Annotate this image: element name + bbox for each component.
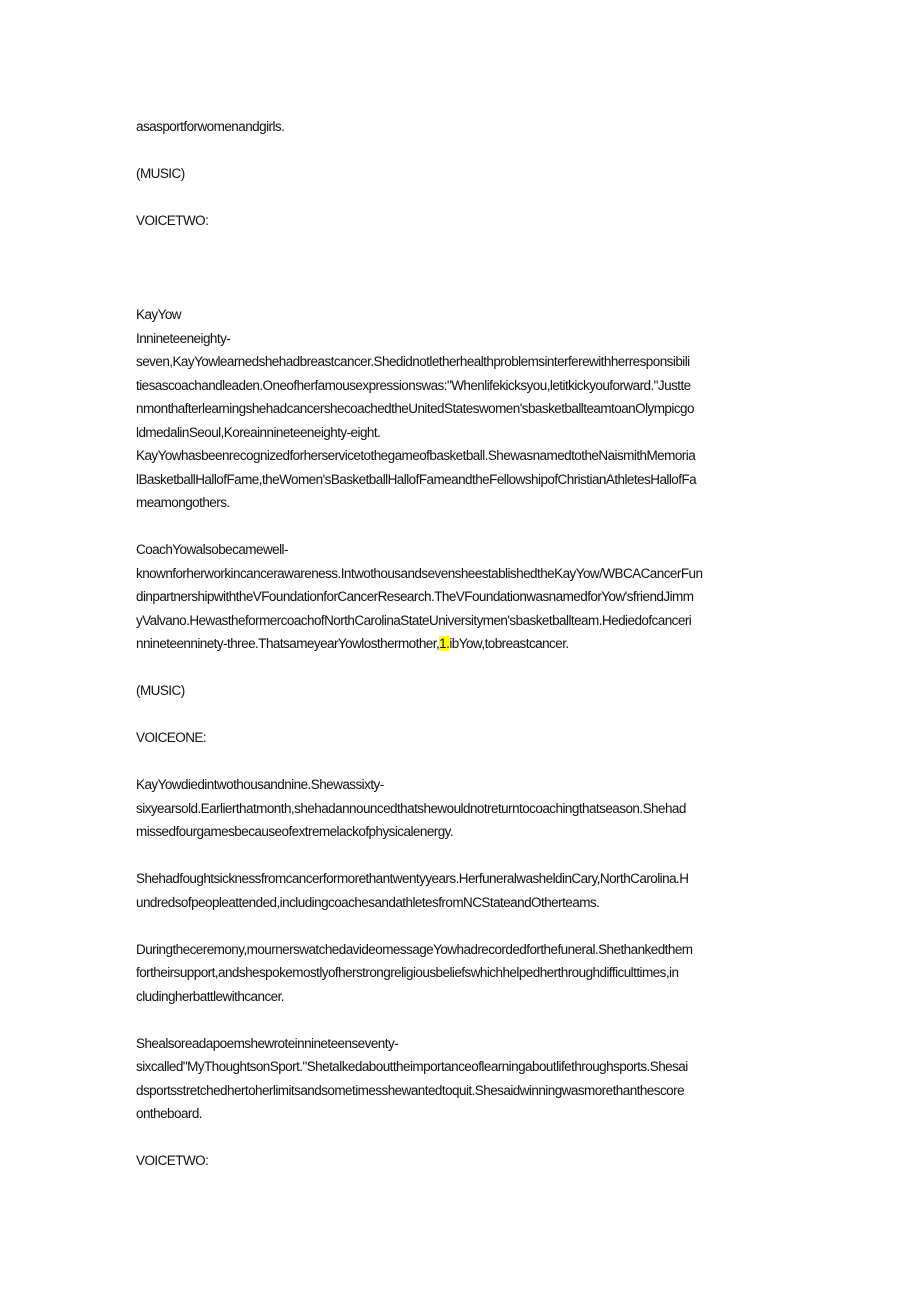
speaker-label: VOICETWO: [136, 213, 209, 228]
text-line: lBasketballHallofFame,theWomen'sBasketballHallofFameandtheFellowshipofChristianAthletesHallofFa [136, 471, 697, 487]
text-line: asasportforwomenandgirls. [136, 119, 285, 134]
text-line-with-highlight [136, 632, 786, 656]
text-line: KayYowdiedintwothousandnine.Shewassixty- [136, 777, 384, 792]
text-line: dsportsstretchedhertoherlimitsandsometimesshewantedtoquit.Shesaidwinningwasmorethanthescore [136, 1082, 685, 1098]
speaker-label: VOICETWO: [136, 1153, 209, 1168]
text-line: ontheboard. [136, 1106, 203, 1121]
text-line: dinpartnershipwiththeVFoundationforCancerResearch.TheVFoundationwasnamedforYow'sfriendJimm [136, 589, 694, 604]
text-line: seven,KayYowlearnedshehadbreastcancer.Shedidnotletherhealthproblemsinterferewithherresponsibili [136, 354, 690, 369]
music-cue: (MUSIC) [136, 683, 185, 698]
text-line: tiesascoachandleaden.Oneofherfamousexpressionswas:"Whenlifekicksyou,letitkickyouforward."Justte [136, 377, 691, 393]
text-line: sixyearsold.Earlierthatmonth,shehadannouncedthatshewouldnotreturntocoachingthatseason.Shehad [136, 800, 686, 816]
section-heading: KayYow [136, 307, 181, 322]
music-cue: (MUSIC) [136, 166, 185, 181]
document-page [136, 115, 786, 1173]
text-line: Innineteeneighty- [136, 330, 231, 346]
text-line: missedfourgamesbecauseofextremelackofphysicalenergy. [136, 824, 454, 839]
text-line: ldmedalinSeoul,Koreainnineteeneighty-eight. [136, 424, 381, 440]
text-line: Duringtheceremony,mournerswatchedavideomessageYowhadrecordedforthefuneral.Shethankedthem [136, 941, 693, 957]
text-line: yValvano.HewastheformercoachofNorthCarolinaStateUniversitymen'sbasketballteam.Hediedofcanceri [136, 612, 692, 628]
text-line: sixcalled"MyThoughtsonSport."Shetalkedabouttheimportanceoflearningaboutlifethroughsports.Shesai [136, 1059, 688, 1074]
text-segment: nnineteenninety-three.ThatsameyearYowlosthermother, [136, 636, 440, 651]
text-line: nmonthafterlearningshehadcancershecoachedtheUnitedStateswomen'sbasketballteamtoanOlympicgo [136, 401, 694, 416]
text-line: cludingherbattlewithcancer. [136, 988, 285, 1004]
text-line: fortheirsupport,andshespokemostlyofherstrongreligiousbeliefswhichhelpedherthroughdifficulttimes,in [136, 965, 679, 980]
text-line: undredsofpeopleattended,includingcoachesandathletesfromNCStateandOtherteams. [136, 894, 600, 910]
text-line: Shealsoreadapoemshewroteinnineteenseventy- [136, 1035, 399, 1051]
text-line: meamongothers. [136, 495, 230, 510]
text-line: CoachYowalsobecamewell- [136, 542, 288, 557]
text-line: KayYowhasbeenrecognizedforherservicetothegameofbasketball.ShewasnamedtotheNaismithMemoria [136, 448, 696, 463]
speaker-label: VOICEONE: [136, 730, 207, 745]
text-segment: ibYow,tobreastcancer. [449, 636, 569, 651]
text-line: knownforherworkincancerawareness.IntwothousandsevensheestablishedtheKayYow/WBCACancerFun [136, 565, 703, 581]
highlighted-marker: 1. [439, 636, 450, 651]
text-line: Shehadfoughtsicknessfromcancerformorethantwentyyears.HerfuneralwasheldinCary,NorthCarolina.H [136, 871, 689, 886]
